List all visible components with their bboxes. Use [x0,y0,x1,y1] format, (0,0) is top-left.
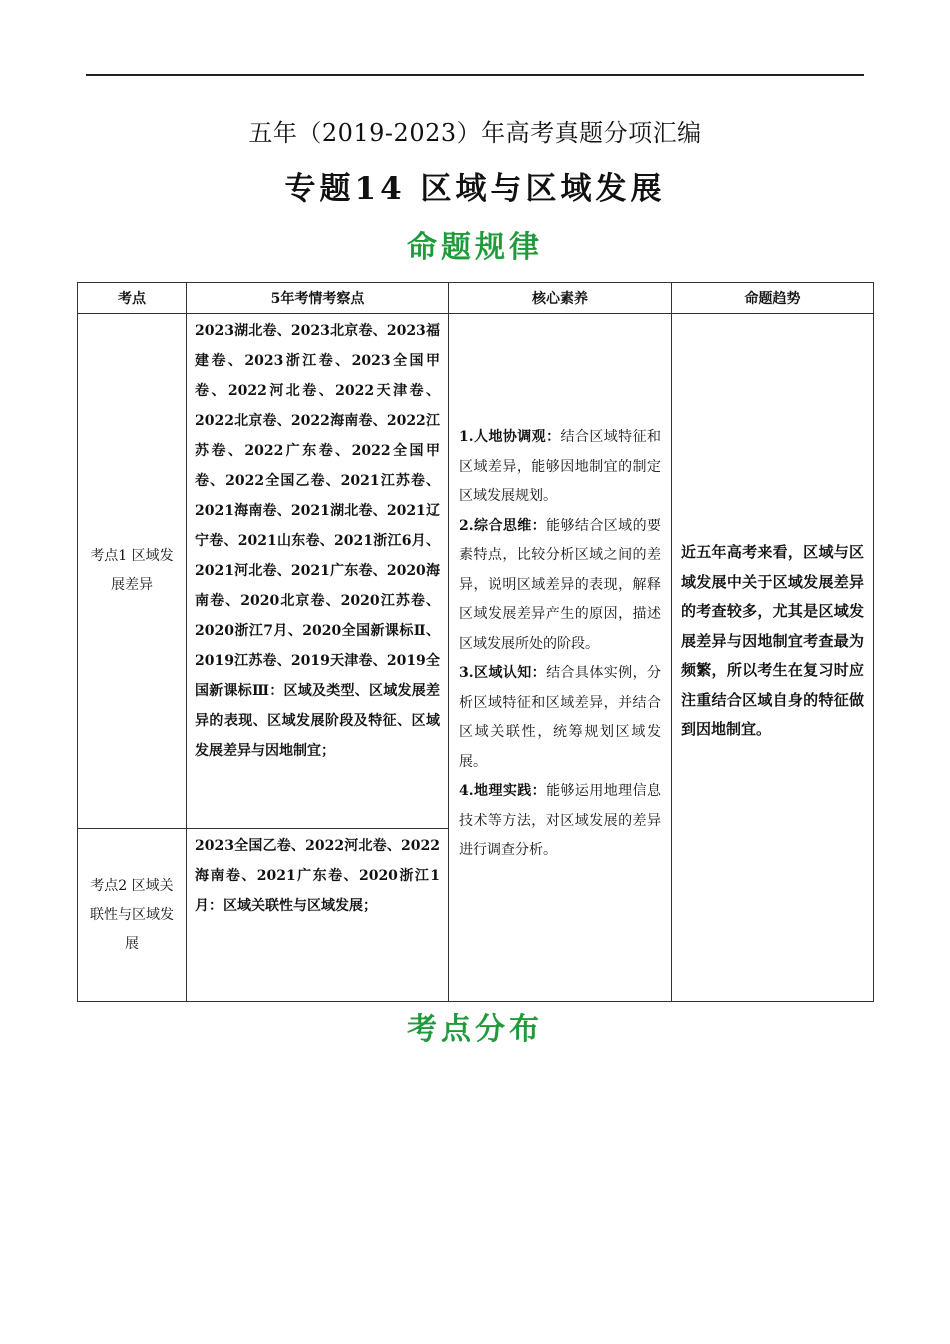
exams-cell-2: 2023全国乙卷、2022河北卷、2022海南卷、2021广东卷、2020浙江1月：区域关联性与区域发展； [187,829,449,1002]
table-row [78,314,874,829]
header-core: 核心素养 [449,283,672,314]
point-cell-1: 考点1 区域发展差异 [78,314,187,829]
core-literacy-cell [449,314,672,1002]
core-item-label: 4.地理实践： [459,783,547,799]
core-item [459,423,661,512]
exam-analysis-table [77,282,874,1002]
trend-cell [672,314,874,1002]
core-item-text: 能够结合区域的要素特点，比较分析区域之间的差异，说明区域差异的表现，解释区域发展差异产生的原因，描述区域发展所处的阶段。 [459,517,662,652]
section-heading-rules: 命题规律 [407,230,543,265]
core-item-label: 1.人地协调观： [459,429,561,445]
top-rule [86,74,864,76]
core-item [459,659,661,777]
exams-cell-1: 2023湖北卷、2023北京卷、2023福建卷、2023浙江卷、2023全国甲卷、2022河北卷、2022天津卷、2022北京卷、2022海南卷、2022江苏卷、2022广东卷、2022全国甲卷、2022全国乙卷、2021江苏卷、2021海南卷、2021湖北卷、2021辽宁卷、2021山东卷、2021浙江6月、2021河北卷、2021广东卷、2020海南卷、2020北京卷、2020江苏卷、2020浙江7月、2020全国新课标Ⅱ、2019江苏卷、2019天津卷、2019全国新课标Ⅲ：区域及类型、区域发展差异的表现、区域发展阶段及特征、区域发展差异与因地制宜； [187,314,449,829]
core-item-label: 2.综合思维： [459,517,547,534]
section-heading-distribution: 考点分布 [407,1012,543,1047]
core-item [459,512,661,660]
core-item-label: 3.区域认知： [459,665,547,681]
document-title: 专题14 区域与区域发展 [284,171,666,207]
header-trend: 命题趋势 [672,283,874,314]
point-cell-2: 考点2 区域关联性与区域发展 [78,829,187,1002]
core-item-text: 结合具体实例，分析区域特征和区域差异，并结合区域关联性，统筹规划区域发展。 [459,665,662,770]
core-item-text: 结合区域特征和区域差异，能够因地制宜的制定区域发展规划。 [459,429,661,504]
header-point: 考点 [78,283,187,314]
core-item-text: 能够运用地理信息技术等方法，对区域发展的差异进行调查分析。 [459,783,662,858]
header-exams: 5年考情考察点 [187,283,449,314]
document-subtitle: 五年（2019-2023）年高考真题分项汇编 [248,119,702,147]
trend-text: 近五年高考来看，区域与区域发展中关于区域发展差异的考查较多，尤其是区域发展差异与因地制宜考查最为频繁，所以考生在复习时应注重结合区域自身的特征做到因地制宜。 [681,543,864,738]
core-item [459,777,661,866]
table-header-row [78,283,874,314]
